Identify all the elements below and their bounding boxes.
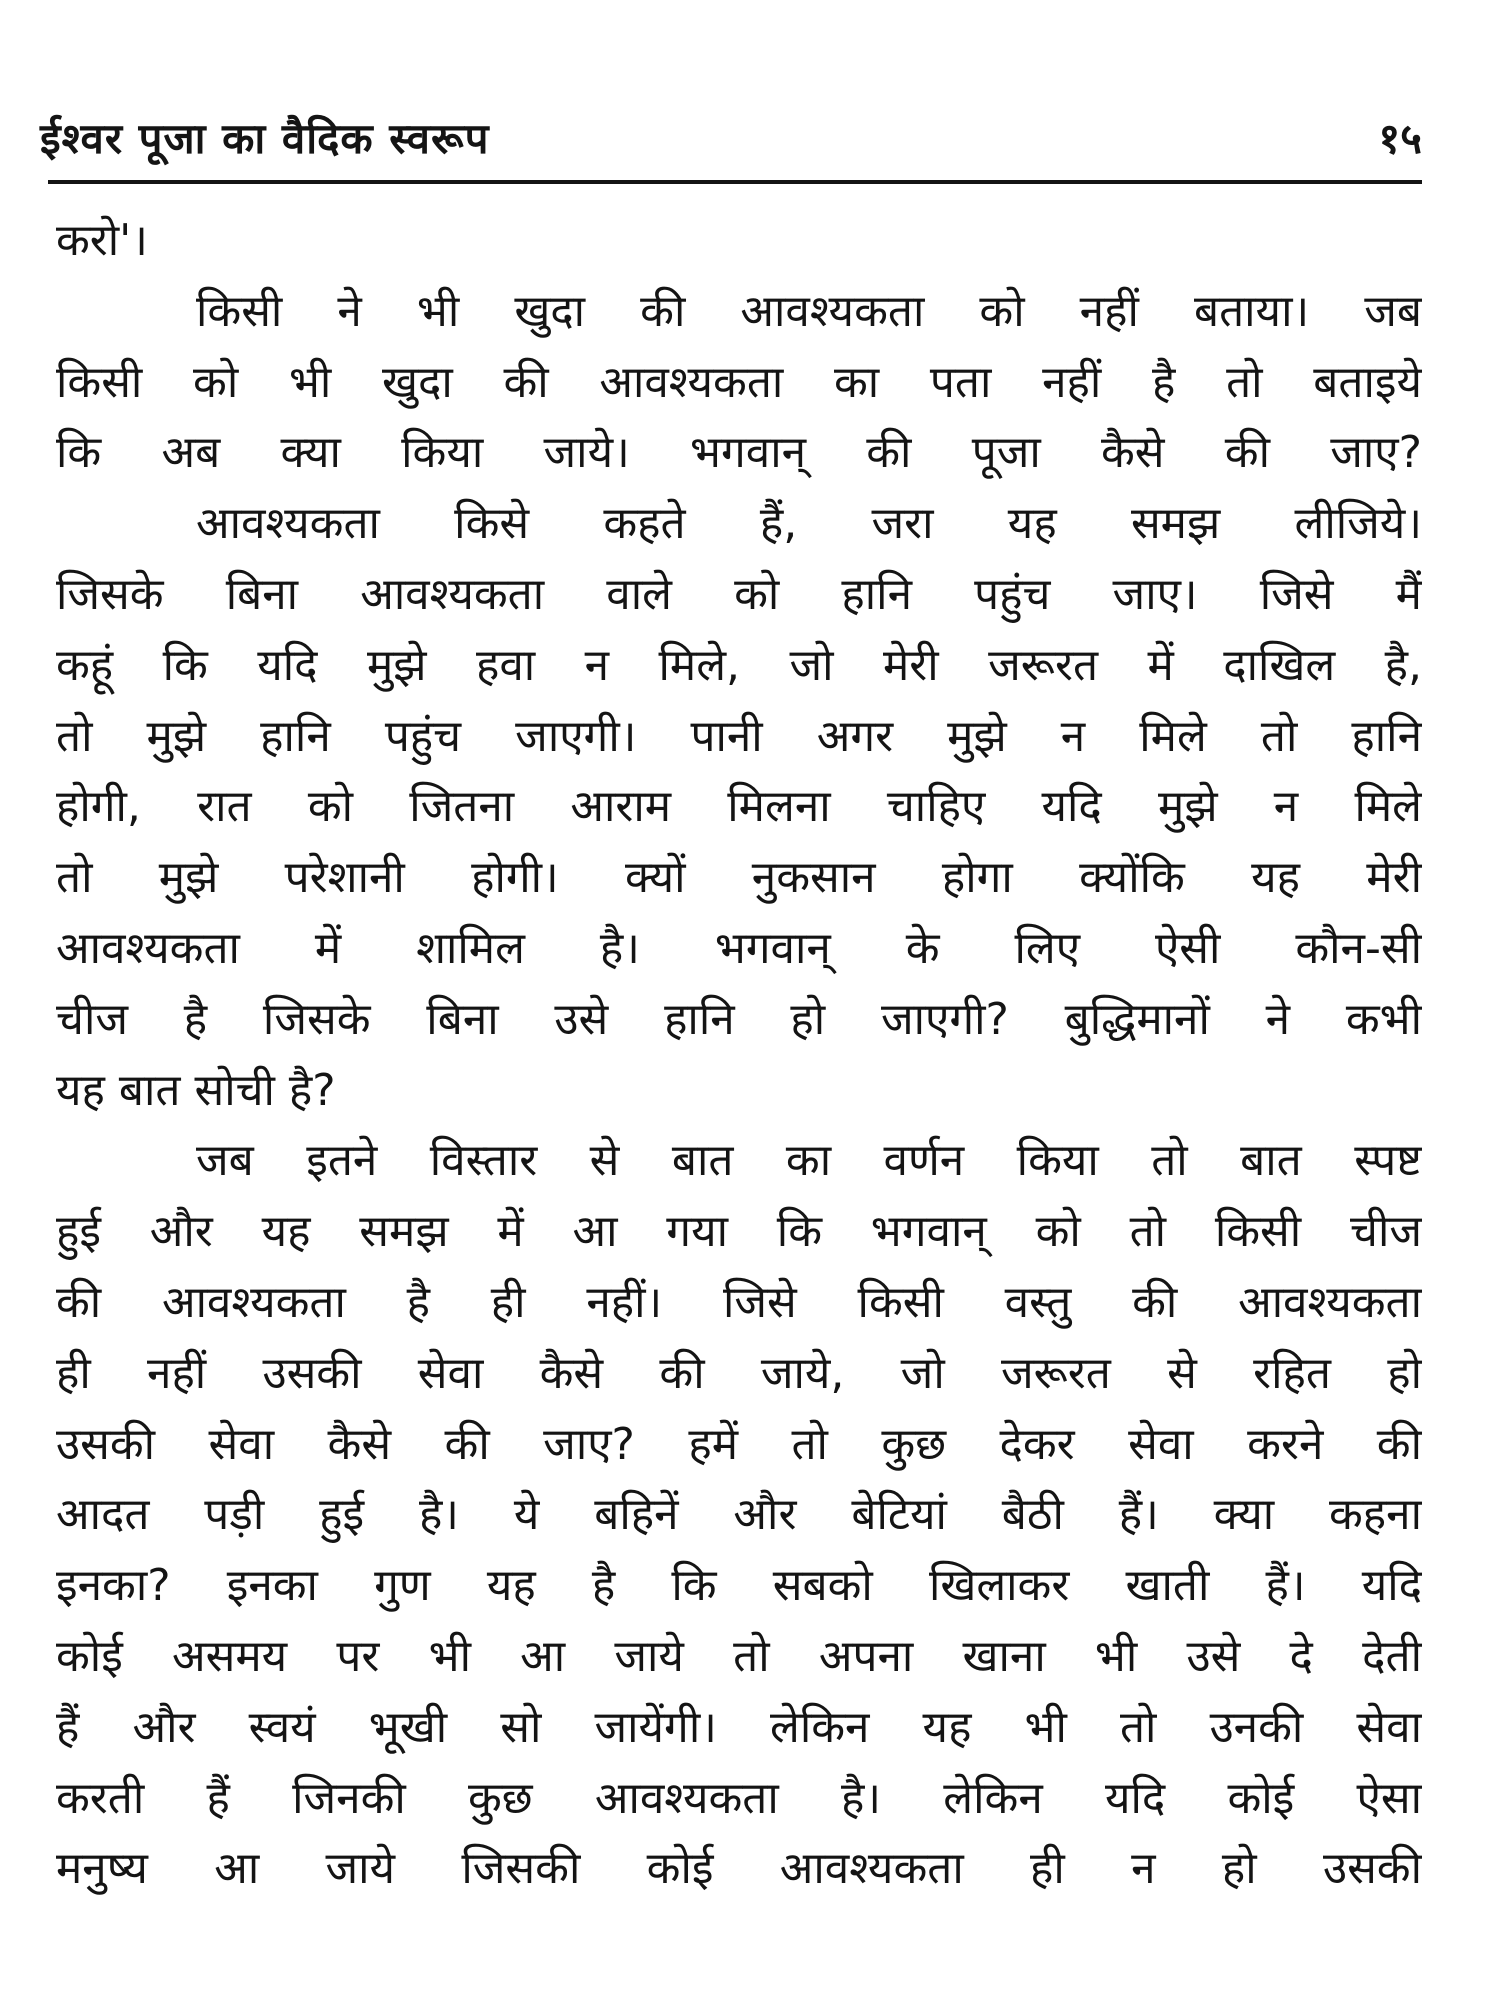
text-line: कहूं कि यदि मुझे हवा न मिले, जो मेरी जरूरत में दाखिल है, — [56, 639, 1422, 691]
text-line: करती हैं जिनकी कुछ आवश्यकता है। लेकिन यदि कोई ऐसा — [56, 1772, 1422, 1824]
header-divider — [48, 180, 1422, 184]
text-line: उसकी सेवा कैसे की जाए? हमें तो कुछ देकर सेवा करने की — [56, 1418, 1422, 1470]
text-line: चीज है जिसके बिना उसे हानि हो जाएगी? बुद्धिमानों ने कभी — [56, 993, 1422, 1045]
text-line: इनका? इनका गुण यह है कि सबको खिलाकर खाती हैं। यदि — [56, 1560, 1422, 1612]
running-head — [40, 104, 1422, 174]
text-line: जिसके बिना आवश्यकता वाले को हानि पहुंच जाए। जिसे मैं — [56, 568, 1422, 620]
text-line: किसी ने भी खुदा की आवश्यकता को नहीं बताया। जब — [196, 285, 1422, 337]
text-line: करो'। — [56, 215, 148, 266]
text-line: हुई और यह समझ में आ गया कि भगवान् को तो किसी चीज — [56, 1206, 1422, 1258]
text-line: जब इतने विस्तार से बात का वर्णन किया तो बात स्पष्ट — [196, 1135, 1422, 1187]
text-line: ही नहीं उसकी सेवा कैसे की जाये, जो जरूरत से रहित हो — [56, 1347, 1422, 1399]
running-title: ईश्वर पूजा का वैदिक स्वरूप — [40, 114, 490, 163]
text-line: कि अब क्या किया जाये। भगवान् की पूजा कैसे की जाए? — [56, 427, 1422, 479]
body-text — [56, 206, 1422, 1905]
text-line: आदत पड़ी हुई है। ये बहिनें और बेटियां बैठी हैं। क्या कहना — [56, 1489, 1422, 1541]
text-line: तो मुझे हानि पहुंच जाएगी। पानी अगर मुझे न मिले तो हानि — [56, 710, 1422, 762]
text-line: होगी, रात को जितना आराम मिलना चाहिए यदि मुझे न मिले — [56, 781, 1422, 833]
text-line: किसी को भी खुदा की आवश्यकता का पता नहीं है तो बताइये — [56, 356, 1422, 408]
text-line: कोई असमय पर भी आ जाये तो अपना खाना भी उसे दे देती — [56, 1630, 1422, 1682]
text-line: की आवश्यकता है ही नहीं। जिसे किसी वस्तु की आवश्यकता — [56, 1276, 1422, 1328]
text-line: यह बात सोची है? — [56, 1064, 336, 1116]
text-line: आवश्यकता में शामिल है। भगवान् के लिए ऐसी कौन-सी — [56, 922, 1422, 974]
text-line: हैं और स्वयं भूखी सो जायेंगी। लेकिन यह भी तो उनकी सेवा — [56, 1701, 1422, 1753]
page-number: १५ — [1378, 114, 1422, 163]
text-line: मनुष्य आ जाये जिसकी कोई आवश्यकता ही न हो उसकी — [56, 1843, 1422, 1895]
text-line: तो मुझे परेशानी होगी। क्यों नुकसान होगा क्योंकि यह मेरी — [56, 852, 1422, 904]
text-line: आवश्यकता किसे कहते हैं, जरा यह समझ लीजिये। — [196, 498, 1422, 550]
